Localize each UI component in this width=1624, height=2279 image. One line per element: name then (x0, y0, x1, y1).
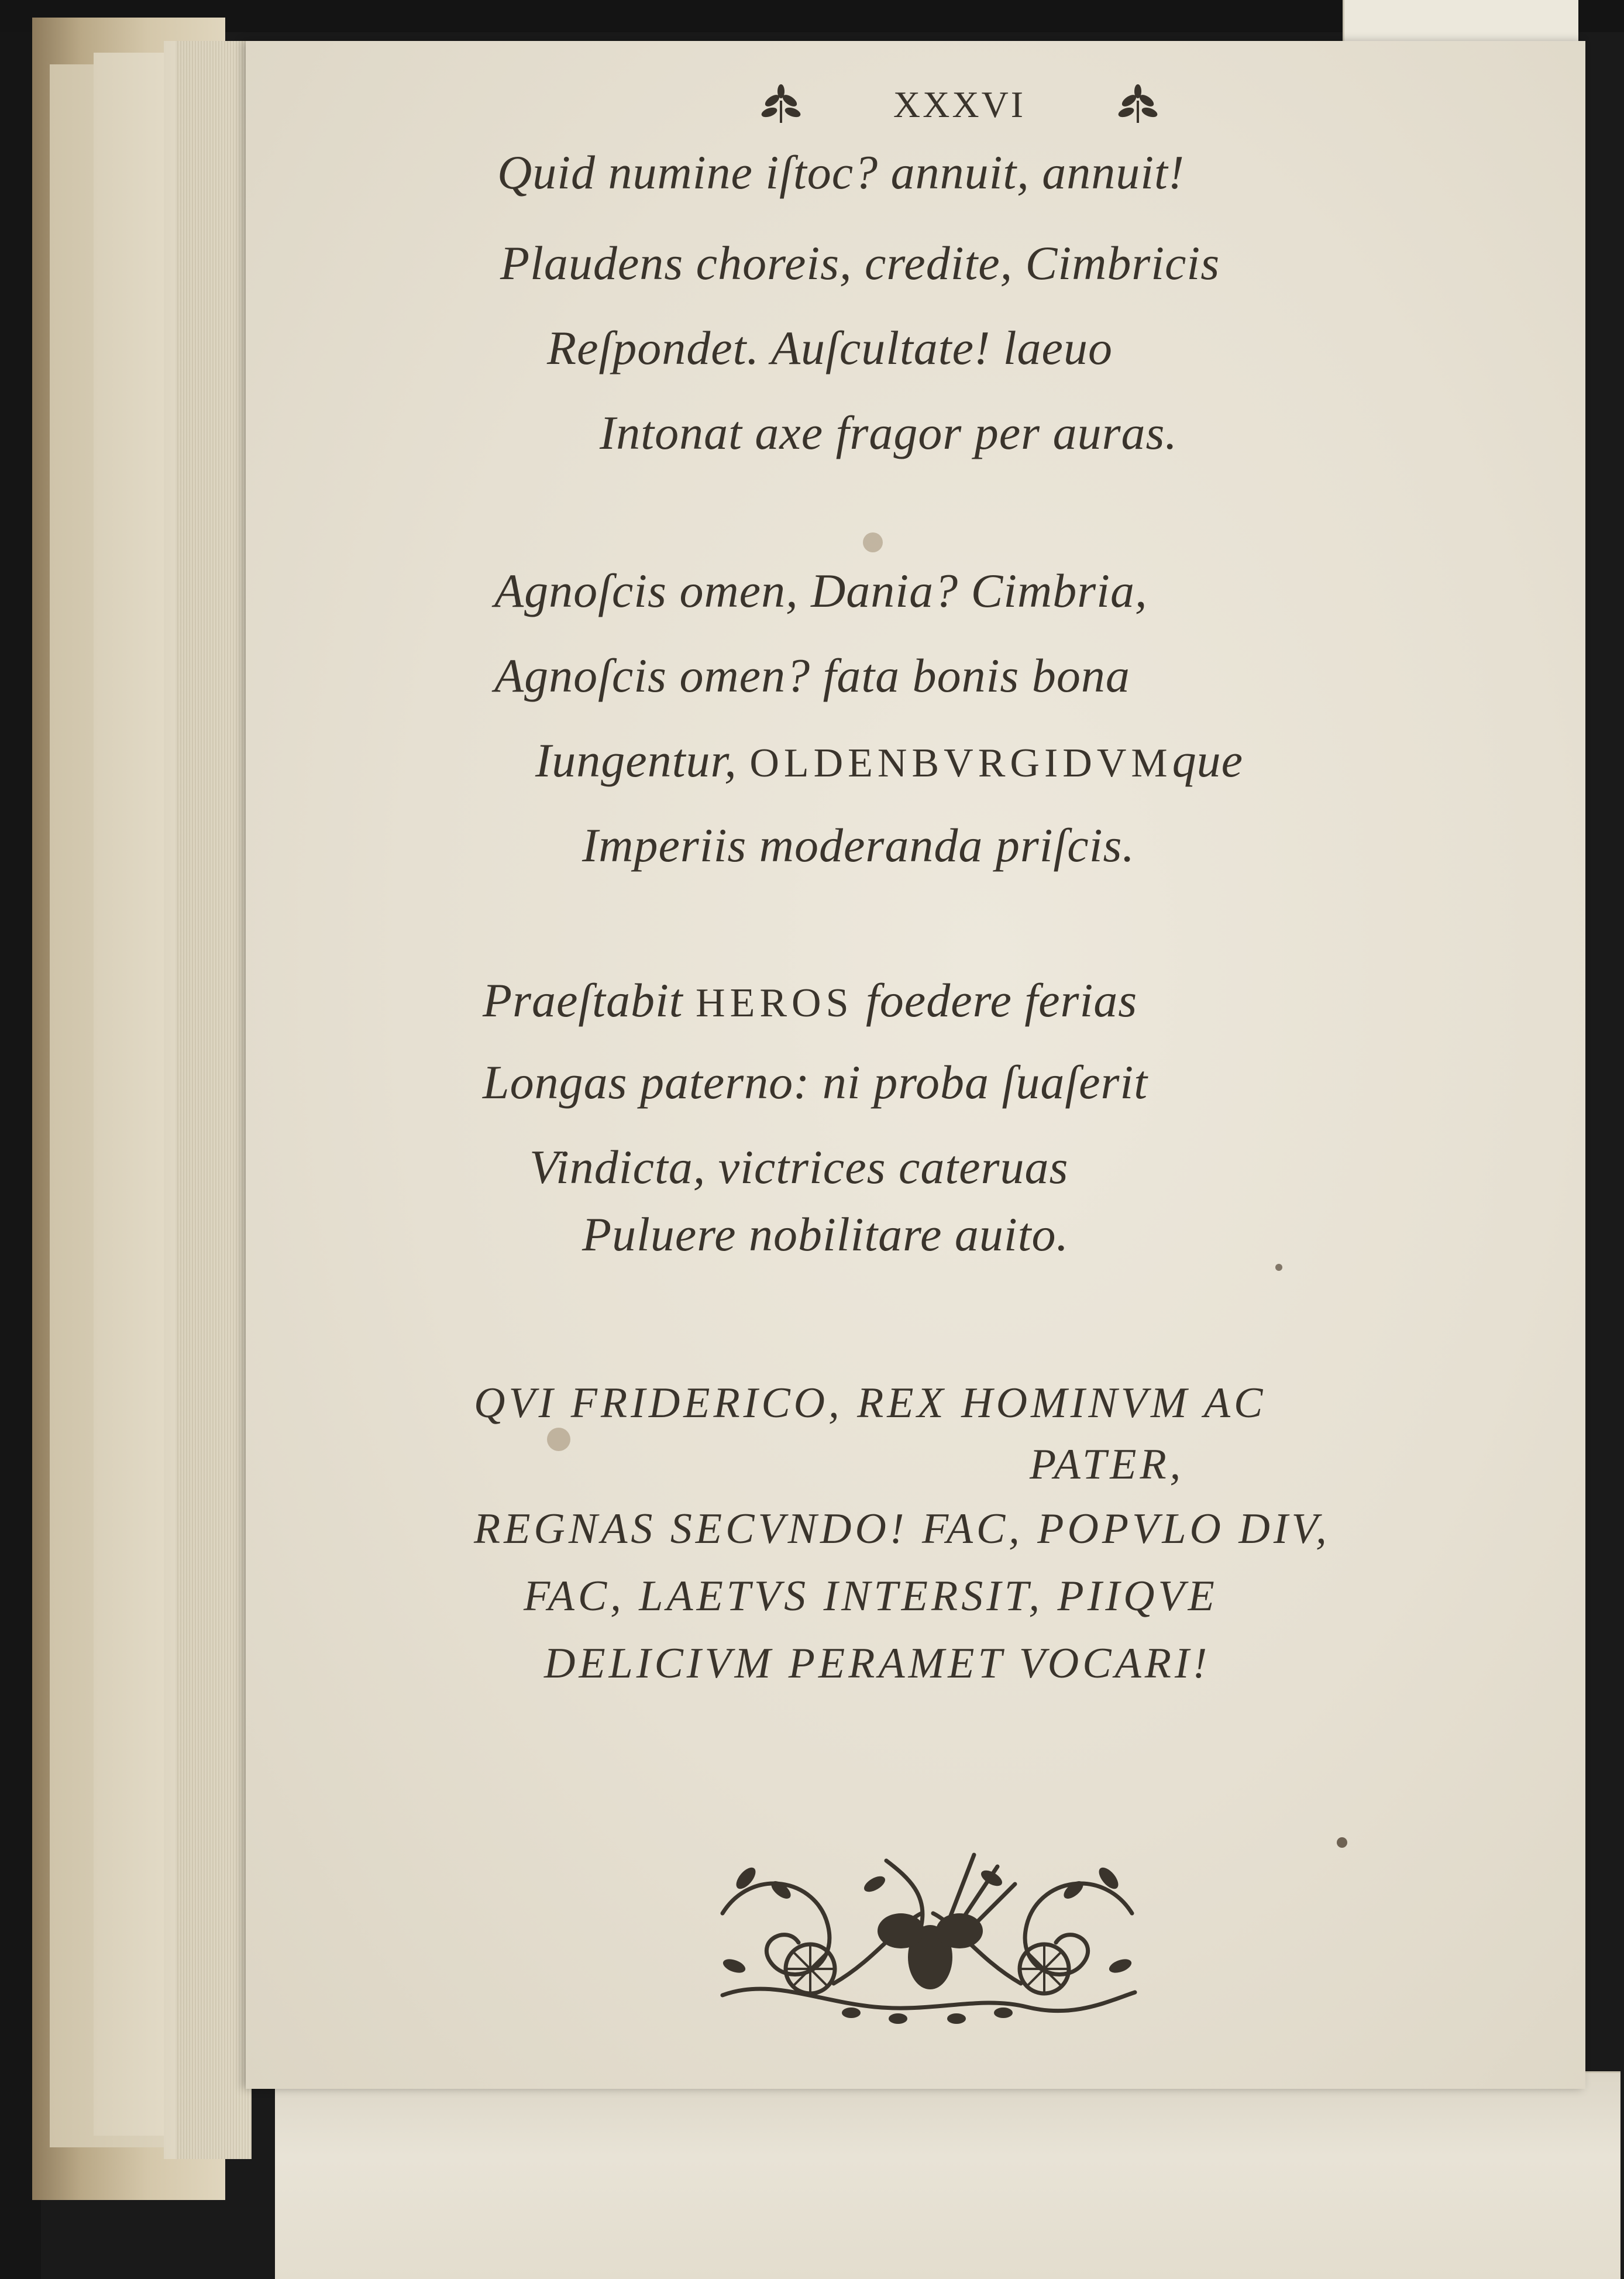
verse-line: Reſpondet. Auſcultate! laeuo (547, 321, 1113, 374)
verse-text: Iungentur, (535, 734, 750, 787)
small-caps-name: HEROS (696, 981, 854, 1026)
verse-line: Agnoſcis omen? fata bonis bona (494, 649, 1130, 702)
page-header (755, 70, 1164, 140)
verse-line: Agnoſcis omen, Dania? Cimbria, (494, 564, 1148, 617)
verse-line (483, 971, 1137, 1033)
verse-line (535, 731, 1243, 793)
verse-line: Vindicta, victrices cateruas (529, 1140, 1069, 1194)
prayer-line: FAC, LAETVS INTERSIT, PIIQVE (524, 1572, 1218, 1620)
laurel-sprig-icon (1112, 83, 1164, 124)
verse-line: Imperiis moderanda priſcis. (582, 819, 1135, 872)
floral-vignette-icon (699, 1843, 1155, 2030)
verse-line: Longas paterno: ni proba ſuaſerit (483, 1056, 1148, 1109)
verse-text: foedere ferias (853, 974, 1138, 1027)
verse-text: Praeſtabit (483, 974, 696, 1027)
small-caps-name: OLDENBVRGIDVM (749, 741, 1172, 786)
verse-text: que (1172, 734, 1244, 787)
prayer-line: DELICIVM PERAMET VOCARI! (544, 1639, 1211, 1687)
prayer-line: REGNAS SECVNDO! FAC, POPVLO DIV, (474, 1505, 1330, 1553)
verse-line: Quid numine iſtoc? annuit, annuit! (497, 146, 1185, 199)
prayer-line: PATER, (1030, 1441, 1185, 1489)
verse-line: Intonat axe fragor per auras. (600, 406, 1178, 459)
verse-line: Plaudens choreis, credite, Cimbricis (500, 236, 1220, 290)
page-number: XXXVI (893, 84, 1026, 125)
prayer-line: QVI FRIDERICO, REX HOMINVM AC (474, 1379, 1267, 1427)
verse-line: Puluere nobilitare auito. (582, 1208, 1069, 1261)
laurel-sprig-icon (755, 83, 807, 124)
